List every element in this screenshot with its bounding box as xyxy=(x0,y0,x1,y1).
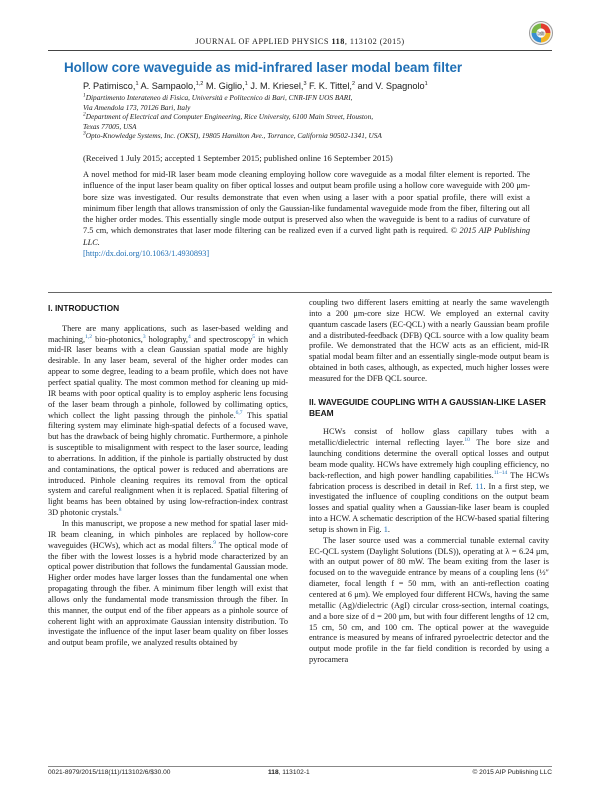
affiliation-line xyxy=(83,112,553,122)
citation-link[interactable]: 6,7 xyxy=(235,409,243,416)
footer-rule xyxy=(48,766,552,767)
affiliation-text: Opto-Knowledge Systems, Inc. (OKSI), 19805 Hamilton Ave., Torrance, California 90502-1341, USA xyxy=(85,131,382,141)
author-list xyxy=(83,81,553,91)
doi-link[interactable]: [http://dx.doi.org/10.1063/1.4930893] xyxy=(83,249,210,259)
author-affiliation-mark: 3 xyxy=(303,80,307,87)
text-run: The laser source used was a commercial tunable external cavity EC-QCL system (Daylight Solutions (DLS)), operating at λ = 6.24 μm, with an output power of 80 mW. The beam exiting from the laser is focused on to the waveguide entrance by means of a coupling lens (½″ diameter, focal length f = 50 mm, with an anti-reflection coating centered at 6 μm). We employed four different HCWs, having the same metallic (Ag)/dielectric (AgI) circular cross-section, internal coatings, and a bore size of d = 200 μm, but with four different lengths of 12 cm, 15 cm, 50 cm, and 100 cm. The optical power at the waveguide entrance is measured by means of infrared pyroelectric detector and the output mode profile in the far field condition is recorded by using a pyrocamera xyxy=(309,535,549,665)
journal-article-id: 113102 (2015) xyxy=(349,37,405,46)
right-column xyxy=(309,298,549,666)
citation-link[interactable]: 4 xyxy=(188,333,191,340)
affiliation-mark: 3 xyxy=(83,130,86,137)
crossmark-label: CrossMark xyxy=(537,30,545,38)
abstract xyxy=(83,169,530,259)
affiliation-text: Department of Electrical and Computer Engineering, Rice University, 6100 Main Street, Houston, xyxy=(85,112,374,122)
citation-link[interactable]: 10 xyxy=(464,437,470,444)
intro-paragraph-2 xyxy=(48,519,288,649)
citation-link[interactable]: 8 xyxy=(118,507,122,514)
text-run: In this manuscript, we propose a new method for spatial laser mid-IR beam cleaning, in which pinholes are replaced by hollow-core waveguides (HCWs), which act as modal filters. xyxy=(48,518,288,550)
text-run: The HCWs fabrication process is described in detail in Ref. xyxy=(309,470,550,491)
affiliation-text: Texas 77005, USA xyxy=(83,121,137,131)
intro-paragraph-1 xyxy=(48,324,288,519)
text-run: The bore size and launching conditions determine the overall optical losses and output beam mode quality. HCWs have extremely high coupling efficiency, no back-reflection, and high power handling capabilities. xyxy=(309,438,550,480)
text-run: HCWs consist of hollow glass capillary tubes with a metallic/dielectric internal reflecting layer. xyxy=(309,427,549,448)
text-run: coupling two different lasers emitting at nearly the same wavelength into a 200 μm-core size HCW. We employed an external cavity quantum cascade lasers (EC-QCL) with a nearly Gaussian beam profile and a distributed-feedback (DFB) QCL source with a low quality beam profile. We demonstrated that the HCW acts as an efficient, mid-IR spatial modal beam filter and an essentially single-mode output beam is obtained in both cases, although, as expected, much higher losses were measured for the DFB QCL source. xyxy=(309,298,549,383)
abstract-rule xyxy=(48,292,552,293)
text-run: in which mid-IR laser beams with a clean Gaussian spatial mode are highly desirable. In any laser beam, several of the higher order modes can appear to some degree, leading to a beam profile, which does not have perfect spatial quality. The most common method for cleaning up mid-IR beams with poor optical quality is to employ aspheric lens focusing of the laser beam through a pinhole, followed by collimating optics, which collect the light passing through the pinhole. xyxy=(48,334,289,420)
header-rule xyxy=(48,50,552,51)
section2-paragraph-1 xyxy=(309,427,549,535)
footer-issn: 0021-8979/2015/118(11)/113102/6/$30.00 xyxy=(48,769,171,776)
citation-link[interactable]: 5 xyxy=(252,333,256,340)
section-heading-introduction: I. INTRODUCTION xyxy=(48,303,120,313)
left-column xyxy=(48,298,288,649)
footer-copyright: © 2015 AIP Publishing LLC xyxy=(472,769,552,776)
journal-volume: 118 xyxy=(331,37,345,46)
citation-link[interactable]: 1,2 xyxy=(85,333,92,340)
author-affiliation-mark: 1 xyxy=(135,80,139,87)
abstract-text: A novel method for mid-IR laser beam mode cleaning employing hollow core waveguide as a modal filter element is reported. The influence of the input laser beam quality on fiber optical losses and output beam profile using a hollow core waveguide with 200 μm-bore size was investigated. Our results demonstrate that even when using a laser with a poor spatial profile, there will exist a minimum fiber length that allows transmission of only the Gaussian-like fundamental waveguide mode from the fiber, filtering out all the higher order modes. This essentially single mode output is preserved also when the waveguide is bent to a radius of curvature of 7.5 cm, which demonstrates that laser mode filtering can be realized even if a curved light path is required. xyxy=(83,170,530,236)
journal-name: JOURNAL OF APPLIED PHYSICS xyxy=(195,37,329,46)
intro-paragraph-3 xyxy=(309,298,549,385)
citation-link[interactable]: 3 xyxy=(142,333,146,340)
author-affiliation-mark: 1 xyxy=(244,80,248,87)
section-heading-waveguide-coupling: II. WAVEGUIDE COUPLING WITH A GAUSSIAN-LIKE LASER BEAM xyxy=(309,396,546,418)
affiliation-line xyxy=(83,103,553,113)
paper-title: Hollow core waveguide as mid-infrared laser modal beam filter xyxy=(64,60,463,75)
affiliation-mark: 2 xyxy=(83,111,86,118)
footer-volume: 118 xyxy=(268,769,279,776)
text-run: . In a first step, we investigated the influence of coupling conditions on the output beam losses and spatial quality when a Gaussian-like laser beam is coupled into a HCW. A schematic description of the HCW-based spatial filtering setup is shown in Fig. xyxy=(309,481,549,534)
author-name: J. M. Kriesel, xyxy=(247,81,304,91)
author-affiliation-mark: 2 xyxy=(351,80,355,87)
reference-link[interactable]: 1 xyxy=(383,524,388,534)
affiliation-mark: 1 xyxy=(83,92,86,99)
text-run: There are many applications, such as laser-based welding and machining, xyxy=(48,323,288,344)
affiliation-line xyxy=(83,131,553,141)
affiliation-line xyxy=(83,122,553,132)
text-run: This spatial filtering system may eliminate high-spatial defects of a focused wave, but has the drawback of being highly chromatic. Furthermore, a pinhole is susceptible to misalignment with respect to the laser source, leading to aberrations. In addition, if the pinhole is partially obstructed by dust and contaminations, the optical power is reduced and aberrations are introduced. Pinhole cleaning requires its removal from the optical system and careful realignment when it is replaced. Spatial filtering of light beams has been obtained by using low-refraction-index contrast 3D photonic crystals. xyxy=(48,410,288,518)
affiliations xyxy=(83,93,553,141)
author-name: M. Giglio, xyxy=(203,81,245,91)
abstract-copyright: © 2015 AIP Publishing LLC. xyxy=(83,226,530,247)
received-dates: (Received 1 July 2015; accepted 1 September 2015; published online 16 September 2015) xyxy=(83,153,393,163)
text-run: holography, xyxy=(145,334,189,344)
citation-link[interactable]: 9 xyxy=(213,539,217,546)
author-name: and V. Spagnolo xyxy=(355,81,425,91)
text-run: and spectroscopy xyxy=(190,334,253,344)
author-name: A. Sampaolo, xyxy=(138,81,196,91)
section2-paragraph-2 xyxy=(309,536,549,666)
text-run: bio-photonics, xyxy=(91,334,143,344)
journal-header: JOURNAL OF APPLIED PHYSICS 118, 113102 (2015) xyxy=(195,37,405,46)
author-name: P. Patimisco, xyxy=(83,81,136,91)
citation-link[interactable]: 11–14 xyxy=(493,469,508,476)
text-run: . xyxy=(387,524,390,534)
reference-link[interactable]: 11 xyxy=(475,481,484,491)
author-affiliation-mark: 1,2 xyxy=(195,80,204,87)
text-run: The optical mode of the fiber with the lowest losses is a hybrid mode characterized by an optical power distribution that follows the fundamental Gaussian mode. Higher order modes have larger losses than the fundamental one when propagating through the fiber. A minimum fiber length will exist that allows only the fundamental mode transmission through the fiber. In this manner, the output end of the fiber appears as a pinhole source of coherent light with an approximate Gaussian intensity distribution. To investigate the influence of the input laser beam quality on fiber losses and output beam profile, we analyzed results obtained by xyxy=(48,540,288,648)
affiliation-text: Dipartimento Interateneo di Fisica, Università e Politecnico di Bari, CNR-IFN UOS BARI, xyxy=(85,93,353,102)
affiliation-text: Via Amendola 173, 70126 Bari, Italy xyxy=(83,102,191,112)
footer-page: , 113102-1 xyxy=(278,769,310,776)
author-name: F. K. Tittel, xyxy=(306,81,352,91)
affiliation-line xyxy=(83,93,553,103)
author-affiliation-mark: 1 xyxy=(424,80,428,87)
crossmark-icon[interactable] xyxy=(528,20,554,46)
footer-page-number xyxy=(268,769,310,776)
